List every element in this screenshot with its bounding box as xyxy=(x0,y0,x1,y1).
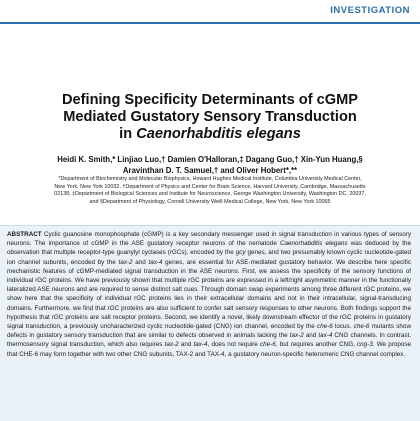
abstract-segment: , does not require xyxy=(207,341,260,349)
abstract-italic: tax-2 xyxy=(289,332,304,340)
article-title xyxy=(0,92,420,143)
abstract-segment: genes, are essential for ASE-mediated gustatory behavior. We describe here specific mechanistic features of cGMP-mediated signal transduction in the ASE neurons. First, we assess the specificity of the sensory functions of individual rGC proteins. We have previously shown that multiple rGC proteins are expressed in a left/right asymmetric manner in the functionally lateralized ASE neurons and are required to sense distinct salt cues. Through domain swap experiments among three different rGC proteins, we show here that the specificity of individual rGC proteins lies in their extracellular domains and not in their intracellular, signal-transducing domains. Furthermore, we find that rGC proteins are also sufficient to confer salt sensory responses to other neurons. Both findings support the hypothesis that rGC proteins are salt receptor proteins. Second, we identify a novel, likely downstream effector of the rGC proteins in gustatory signal transduction, a previously uncharacterized cyclic nucleotide-gated (CNG) ion channel, encoded by the xyxy=(7,258,411,331)
abstract-text xyxy=(7,230,411,359)
abstract-italic: gcy xyxy=(235,249,246,257)
title-species: Caenorhabditis elegans xyxy=(136,126,301,142)
abstract-segment: genes, and two presumably known cyclic nucleotide-gated ion channel subunits, encoded by the xyxy=(7,249,412,266)
abstract-italic: che-6 xyxy=(353,323,370,331)
header-rule xyxy=(0,22,420,24)
title-line-1: Defining Specificity Determinants of cGMP xyxy=(62,92,358,108)
abstract-italic: tax-2 xyxy=(164,341,179,349)
author-list xyxy=(0,154,420,176)
title-line-2: Mediated Gustatory Sensory Transduction xyxy=(63,109,357,125)
abstract-segment: CNG channels. In contrast, thermosensory signal transduction, which also requires xyxy=(7,332,411,349)
abstract-segment: and xyxy=(178,341,194,349)
affiliations xyxy=(10,176,410,206)
affiliation-line: 02138, ‡Department of Biological Sciences and Institute for Neuroscience, George Washington University, Washington DC, 20037, xyxy=(54,191,366,198)
abstract-italic: che-6 xyxy=(317,323,333,331)
affiliation-line: New York, New York 10032, †Department of Physics and Center for Brain Science, Harvard University, Cambridge, Massachusetts xyxy=(54,183,366,190)
abstract-italic: Caenorhabditis elegans xyxy=(279,240,348,248)
authors-line-2: Aravinthan D. T. Samuel,† and Oliver Hobert*,** xyxy=(122,166,298,175)
abstract-italic: tax-4 xyxy=(193,341,208,349)
abstract-italic: tax-4 xyxy=(318,332,333,340)
abstract-italic: cng-3 xyxy=(357,341,373,349)
abstract-segment: and xyxy=(303,332,319,340)
abstract-segment: was deduced by the observation that multiple receptor-type guanylyl cyclases (rGCs), encoded by the xyxy=(7,240,411,257)
title-line-3 xyxy=(0,126,420,143)
abstract-italic: che-6 xyxy=(260,341,276,349)
abstract-italic: tax-2 xyxy=(118,258,133,266)
abstract-segment: . We propose that CHE-6 may form together with two other CNG subunits, TAX-2 and TAX-4, a gustatory neuron-specific heteromeric CNG channel complex. xyxy=(7,341,411,358)
abstract-segment: , but requires another CNG, xyxy=(275,341,358,349)
journal-header xyxy=(0,0,420,24)
abstract-segment: Cyclic guanosine monophosphate (cGMP) is a key secondary messenger used in signal transduction in various types of sensory neurons. The importance of cGMP in the ASE gustatory receptor neurons of the nematode xyxy=(7,231,411,248)
abstract-segment: and xyxy=(132,258,149,266)
abstract-italic: tax-4 xyxy=(148,258,163,266)
abstract-heading: ABSTRACT xyxy=(7,231,42,238)
authors-line-1: Heidi K. Smith,* Linjiao Luo,† Damien O'Halloran,‡ Dagang Guo,† Xin-Yun Huang,§ xyxy=(57,155,363,164)
title-line-3-prefix: in xyxy=(119,126,137,142)
affiliation-line: and §Department of Physiology, Cornell University Weill Medical College, New York, New York 10065 xyxy=(89,198,331,205)
abstract-segment: locus. xyxy=(332,323,354,331)
abstract-panel xyxy=(0,225,420,421)
abstract-segment: mutants show defects in gustatory sensory transduction that are similar to defects observed in animals lacking the xyxy=(7,323,411,340)
section-label: INVESTIGATION xyxy=(330,5,410,16)
affiliation-line: *Department of Biochemistry and Molecular Biophysics, Howard Hughes Medical Institute, Columbia University Medical Center, xyxy=(58,176,362,182)
